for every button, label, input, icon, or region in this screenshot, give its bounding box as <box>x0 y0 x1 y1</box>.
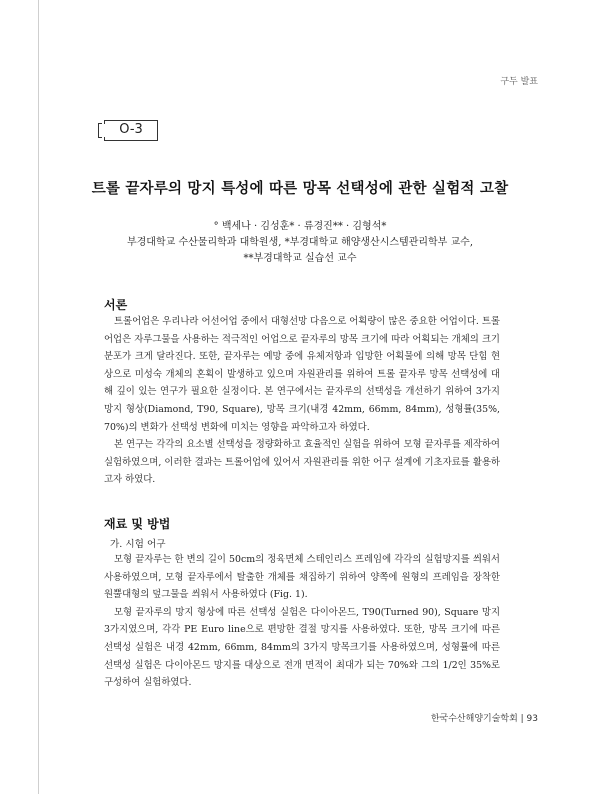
intro-body <box>104 313 500 489</box>
section-label: 구두 발표 <box>500 77 538 87</box>
methods-paragraph-2: 모형 끝자루의 망지 형상에 따른 선택성 실험은 다이아몬드, T90(Turned 90), Square 망지 3가지였으며, 각각 PE Euro line으로 편망한 결절 망지를 사용하였다. 또한, 망목 크기에 따른 선택성 실험은 내경 42mm, 66mm, 84mm의 3가지 망목크기를 사용하였으며, 성형률에 따른 선택성 실험은 다이아몬드 망지를 대상으로 전개 면적이 최대가 되는 70%와 그의 1/2인 35%로 구성하여 실험하였다. <box>104 606 500 689</box>
margin-rule <box>38 0 39 794</box>
methods-heading: 재료 및 방법 <box>104 517 171 531</box>
page-footer: 한국수산해양기술학회 | 93 <box>430 714 538 724</box>
methods-subheading: 가. 시험 어구 <box>110 539 166 550</box>
methods-body <box>104 551 500 692</box>
methods-paragraph-1: 모형 끝자루는 한 변의 길이 50cm의 정육면체 스테인리스 프레임에 각각의 실험망지를 씌워서 사용하였으며, 모형 끝자루에서 탈출한 개체를 채집하기 위하여 양쪽에 원형의 프레임을 장착한 원뿔대형의 덮그물을 씌워서 사용하였다 (Fig. 1). <box>104 554 500 601</box>
intro-heading: 서론 <box>104 298 128 312</box>
author-block <box>0 219 600 267</box>
affiliation-line-2: **부경대학교 실습선 교수 <box>243 253 357 264</box>
affiliation-line-1: 부경대학교 수산물리학과 대학원생, *부경대학교 해양생산시스템관리학부 교수, <box>126 237 474 248</box>
intro-paragraph-1: 트롤어업은 우리나라 어선어업 중에서 대형선망 다음으로 어획량이 많은 중요한 어업이다. 트롤어업은 자루그물을 사용하는 적극적인 어업으로 끝자루의 망목 크기에 따라 어획되는 개체의 크기 분포가 크게 달라진다. 또한, 끝자루는 예망 중에 유체저항과 입망한 어획물에 의해 망목 단힘 현상으로 미성숙 개체의 혼획이 발생하고 있으며 자원관리를 위하여 트롤 끝자루 망목 선택성에 대해 깊이 있는 연구가 필요한 실정이다. 본 연구에서는 끝자루의 선택성을 개선하기 위하여 3가지 망지 형상(Diamond, T90, Square), 망목 크기(내경 42mm, 66mm, 84mm), 성형률(35%, 70%)의 변화가 선택성 변화에 미치는 영향을 파악하고자 하였다. <box>104 316 500 433</box>
paper-code-box <box>104 120 158 141</box>
paper-title: 트롤 끝자루의 망지 특성에 따른 망목 선택성에 관한 실험적 고찰 <box>91 180 509 197</box>
paper-code: O-3 <box>119 122 143 137</box>
author-names: ° 백세나 · 김성훈* · 류경진** · 김형석* <box>213 221 387 232</box>
intro-paragraph-2: 본 연구는 각각의 요소별 선택성을 정량화하고 효율적인 실험을 위하여 모형 끝자루를 제작하여 실험하였으며, 이러한 결과는 트롤어업에 있어서 자원관리를 위한 어구 설계에 기초자료를 활용하고자 하였다. <box>104 439 500 486</box>
